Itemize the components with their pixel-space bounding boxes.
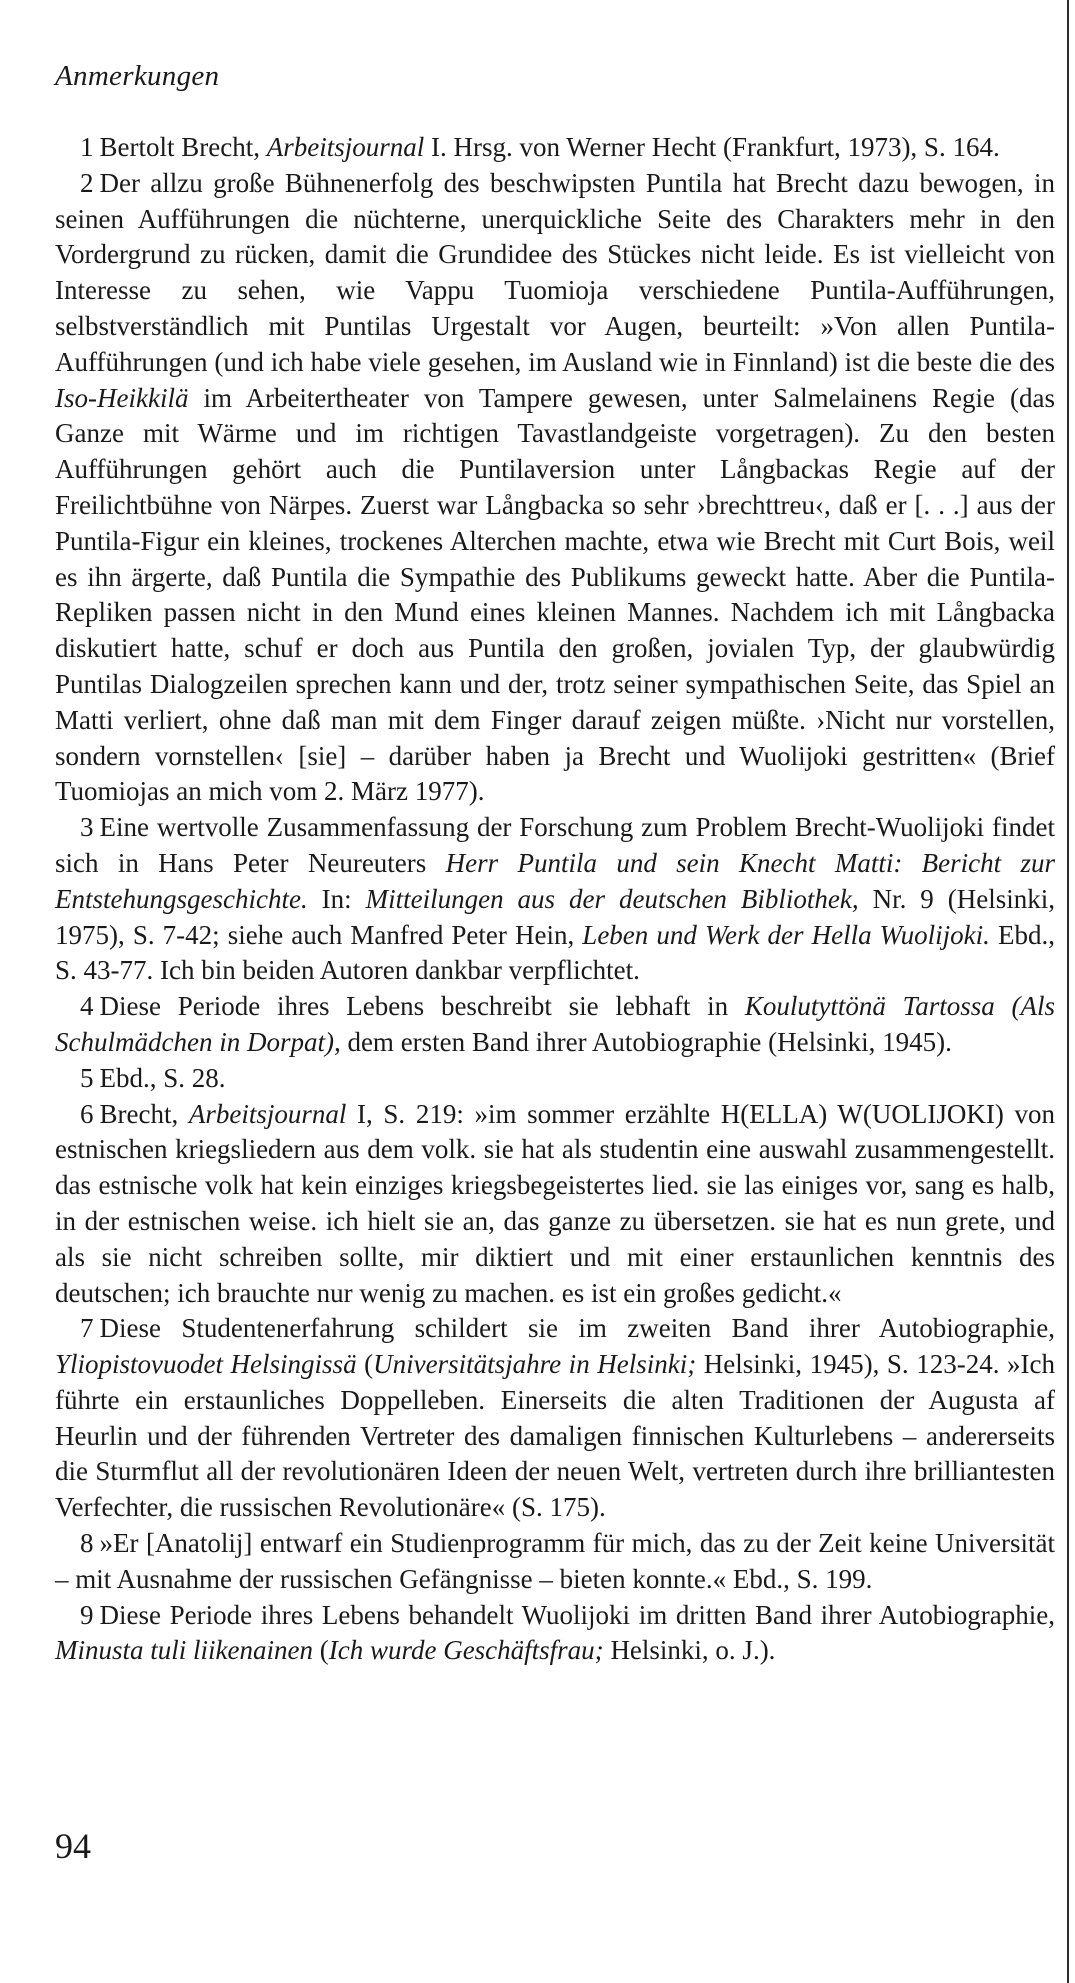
footnote-text: In: xyxy=(307,883,366,914)
footnote-text: Brecht, xyxy=(99,1098,189,1129)
footnote-text: Der allzu große Bühnenerfolg des beschwipsten Puntila hat Brecht dazu bewogen, in seinen Aufführungen die nüchterne, unerquickliche Seite des Charakters mehr in den Vordergrund zu rücken, damit die Grundidee des Stückes nicht leide. Es ist vielleicht von Interesse zu sehen, wie Vappu Tuomioja verschiedene Puntila-Aufführungen, selbstverständlich mit Puntilas Urgestalt vor Augen, beurteilt: »Von allen Puntila-Aufführungen (und ich habe viele gesehen, im Ausland wie in Finnland) ist die beste die des xyxy=(55,167,1055,377)
footnote-number: 1 xyxy=(80,132,94,162)
footnote-2 xyxy=(55,166,1055,810)
footnote-9 xyxy=(55,1598,1055,1670)
footnote-6 xyxy=(55,1097,1055,1312)
footnote-text: I, S. 219: »im sommer erzählte H(ELLA) W(UOLIJOKI) von estnischen kriegsliedern aus dem volk. sie hat als studentin eine auswahl zusammengestellt. das estnische volk hat kein einziges kriegsbegeistertes lied. sie las einiges vor, sang es halb, in der estnischen weise. ich hielt sie an, das ganze zu übersetzen. sie hat es nun grete, und als sie nicht schreiben sollte, mir diktiert und mit einer erstaunlichen kenntnis des deutschen; ich brauchte nur wenig zu machen. es ist ein großes gedicht.« xyxy=(55,1098,1055,1308)
footnote-3 xyxy=(55,810,1055,989)
footnote-italic-text: Arbeitsjournal xyxy=(188,1098,347,1129)
footnote-8 xyxy=(55,1526,1055,1598)
page-edge-line xyxy=(1067,0,1069,1983)
footnote-number: 4 xyxy=(80,991,94,1022)
footnote-number: 3 xyxy=(80,812,94,843)
footnote-text: Diese Studentenerfahrung schildert sie im zweiten Band ihrer Autobiographie, xyxy=(99,1313,1055,1344)
footnote-number: 6 xyxy=(80,1098,94,1129)
footnote-italic-text: Minusta tuli liikenainen xyxy=(55,1635,313,1666)
footnote-italic-text: Yliopistovuodet Helsingissä xyxy=(55,1349,357,1380)
footnote-5 xyxy=(55,1061,1055,1097)
footnote-italic-text: Koulutyttönä Tartossa (Als Schulmädchen in Dorpat), xyxy=(55,991,1055,1057)
page-number: 94 xyxy=(55,1826,91,1866)
footnote-number: 9 xyxy=(80,1599,94,1630)
footnote-number: 7 xyxy=(80,1313,94,1344)
footnote-text: Ebd., S. 43-77. Ich bin beiden Autoren dankbar verpflichtet. xyxy=(55,919,1055,986)
footnote-italic-text: Universitätsjahre in Helsinki; xyxy=(373,1349,697,1380)
footnote-text: Diese Periode ihres Lebens beschreibt sie lebhaft in xyxy=(99,991,745,1022)
footnote-text: »Er [Anatolij] entwarf ein Studienprogramm für mich, das zu der Zeit keine Universität – mit Ausnahme der russischen Gefängnisse – bieten konnte.« Ebd., S. 199. xyxy=(55,1528,1055,1594)
footnote-text: dem ersten Band ihrer Autobiographie (Helsinki, 1945). xyxy=(340,1026,952,1057)
footnote-italic-text: Herr Puntila und sein Knecht Matti: Bericht zur Entstehungsgeschichte. xyxy=(55,847,1056,914)
footnote-text: Helsinki, o. J.). xyxy=(603,1635,776,1666)
footnote-text: Bertolt Brecht, xyxy=(99,132,267,162)
footnote-italic-text: Iso-Heikkilä xyxy=(55,382,189,413)
footnote-text: ( xyxy=(312,1635,329,1666)
footnote-number: 5 xyxy=(80,1062,94,1093)
footnote-italic-text: Mitteilungen aus der deutschen Bibliothek, xyxy=(365,883,859,914)
footnote-number: 2 xyxy=(80,167,94,198)
running-head: Anmerkungen xyxy=(55,60,220,92)
footnote-text: Nr. 9 (Helsinki, 1975), S. 7-42; siehe auch Manfred Peter Hein, xyxy=(55,883,1055,950)
footnote-italic-text: Leben und Werk der Hella Wuolijoki. xyxy=(582,919,990,950)
footnote-text: Eine wertvolle Zusammenfassung der Forschung zum Problem Brecht-Wuolijoki findet sich in Hans Peter Neureuters xyxy=(55,812,1055,878)
footnote-text: Diese Periode ihres Lebens behandelt Wuolijoki im dritten Band ihrer Autobiographie, xyxy=(99,1599,1055,1630)
footnote-text: ( xyxy=(356,1349,374,1380)
footnote-4 xyxy=(55,989,1055,1061)
footnote-italic-text: Arbeitsjournal xyxy=(266,132,425,162)
footnote-7 xyxy=(55,1311,1055,1526)
footnote-1 xyxy=(55,130,1055,166)
footnote-italic-text: Ich wurde Geschäftsfrau; xyxy=(328,1635,604,1666)
footnote-text: Helsinki, 1945), S. 123-24. »Ich führte ein erstaunliches Doppelleben. Einerseits die alten Traditionen der Augusta af Heurlin und der führenden Vertreter des damaligen finnischen Kulturlebens – andererseits die Sturmflut all der revolutionären Ideen der neuen Welt, vertreten durch ihre brilliantesten Verfechter, die russischen Revolutionäre« (S. 175). xyxy=(55,1349,1055,1523)
footnote-text: im Arbeitertheater von Tampere gewesen, unter Salmelainens Regie (das Ganze mit Wärme und im richtigen Tavastlandgeiste vorgetragen). Zu den besten Aufführungen gehört auch die Puntilaversion unter Långbackas Regie auf der Freilichtbühne von Närpes. Zuerst war Långbacka so sehr ›brechttreu‹, daß er [. . .] aus der Puntila-Figur ein kleines, trockenes Alterchen machte, etwa wie Brecht mit Curt Bois, weil es ihn ärgerte, daß Puntila die Sympathie des Publikums geweckt hatte. Aber die Puntila-Repliken passen nicht in den Mund eines kleinen Mannes. Nachdem ich mit Långbacka diskutiert hatte, schuf er doch aus Puntila den großen, jovialen Typ, der glaubwürdig Puntilas Dialogzeilen sprechen kann und der, trotz seiner sympathischen Seite, das Spiel an Matti verliert, ohne daß man mit dem Finger darauf zeigen müßte. ›Nicht nur vorstellen, sondern vornstellen‹ [sie] – darüber haben ja Brecht und Wuolijoki gestritten« (Brief Tuomiojas an mich vom 2. März 1977). xyxy=(55,382,1055,807)
footnote-text: I. Hrsg. von Werner Hecht (Frankfurt, 1973), S. 164. xyxy=(424,132,1000,162)
footnote-number: 8 xyxy=(80,1528,94,1559)
footnote-text: Ebd., S. 28. xyxy=(99,1062,226,1093)
footnotes-section xyxy=(55,130,1055,1669)
